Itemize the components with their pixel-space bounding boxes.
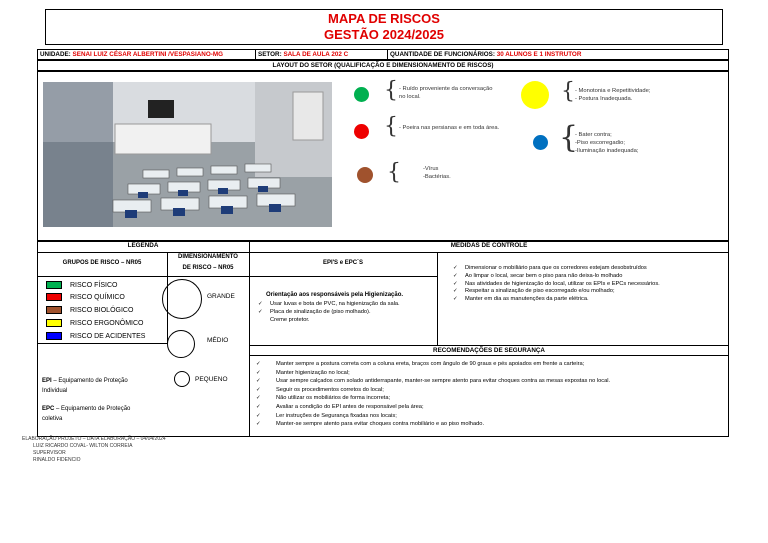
- risk-text-5: - Bater contra; -Piso escorregadio; -Iluminação inadequada;: [575, 132, 639, 154]
- layout-title: LAYOUT DO SETOR (QUALIFICAÇÃO E DIMENSIONAMENTO DE RISCOS): [37, 60, 729, 71]
- func-cell: [388, 50, 730, 59]
- safety-title: RECOMENDAÇÕES DE SEGURANÇA: [433, 347, 545, 354]
- brace-icon: {: [559, 120, 579, 155]
- unidade-label: UNIDADE:: [40, 51, 71, 58]
- layout-section: [37, 71, 729, 241]
- page-subtitle: GESTÃO 2024/2025: [324, 27, 444, 42]
- circle-large: [162, 279, 202, 319]
- groups-head: GRUPOS DE RISCO – NR05: [62, 260, 142, 266]
- title-box: [45, 9, 723, 45]
- setor-value: SALA DE AULA 202 C: [283, 51, 349, 58]
- risk-text-4: - Monotonia e Repetitividade; - Postura Inadequada.: [575, 88, 651, 102]
- classroom-photo: [43, 82, 332, 227]
- func-value: 30 ALUNOS E 1 INSTRUTOR: [496, 51, 582, 58]
- size-medium-label: MÉDIO: [207, 337, 229, 344]
- brace-icon: {: [561, 79, 575, 104]
- brace-icon: {: [384, 78, 398, 103]
- risk-dot-green: [354, 87, 369, 102]
- measures-list: ✓ Dimensionar o mobiliário para que os corredores estejam desobstruídos ✓ Ao limpar o local, secar bem o piso para não deixa-lo molhado ✓ Nas atividades de higienização do local, utilizar os EPIs e EPCs necessários. ✓ Respeitar a sinalização de piso escorregado e/ou molhado; ✓ Manter em dia as manutenções da parte elétrica.: [453, 265, 660, 303]
- epi-definition: EPI – Equipamento de Proteção Individual: [42, 378, 128, 394]
- divider: [437, 252, 438, 345]
- func-label: QUANTIDADE DE FUNCIONÁRIOS:: [390, 51, 495, 58]
- setor-cell: [256, 50, 388, 59]
- brace-icon: {: [384, 114, 398, 139]
- footer-line-4: RINALDO FIDENCIO: [33, 457, 81, 463]
- unidade-cell: [38, 50, 256, 59]
- footer-line-1: ELABORAÇÃO PROJETO – DATA ELABORAÇÃO – 04/04/2024: [22, 436, 166, 442]
- legend-item-fisico: RISCO FÍSICO: [46, 281, 117, 290]
- epi-intro: Orientação aos responsáveis pela Higienização.: [266, 292, 404, 298]
- size-small-label: PEQUENO: [195, 376, 228, 383]
- risk-text-1: - Ruído proveniente da conversação no local.: [399, 86, 493, 100]
- info-row: [37, 49, 729, 60]
- divider: [37, 343, 168, 344]
- risk-dot-red: [354, 124, 369, 139]
- epc-definition: EPC – Equipamento de Proteção coletiva: [42, 406, 131, 422]
- footer-line-2: LUIZ RICARDO COVAL- WILTON CORREIA: [33, 443, 133, 449]
- legend-item-ergonomico: RISCO ERGONÔMICO: [46, 319, 144, 328]
- legend-item-quimico: RISCO QUÍMICO: [46, 293, 125, 302]
- circle-small: [174, 371, 190, 387]
- classroom-photo-illustration: [43, 82, 332, 227]
- size-large-label: GRANDE: [207, 293, 235, 300]
- epi-list: ✓ Usar luvas e bota de PVC, na higienização da sala. ✓ Placa de sinalização de (piso molhado). Creme protetor.: [258, 301, 400, 323]
- divider: [37, 276, 437, 277]
- divider: [249, 241, 250, 437]
- epi-head: EPI'S e EPC´S: [322, 260, 364, 266]
- dim-head: DIMENSIONAMENTO DE RISCO – NR05: [178, 254, 238, 271]
- legend-item-acidentes: RISCO DE ACIDENTES: [46, 332, 145, 341]
- brace-icon: {: [387, 160, 401, 185]
- unidade-value: SENAI LUIZ CÉSAR ALBERTINI /VESPASIANO-MG: [72, 51, 223, 58]
- legend-title: LEGENDA: [127, 242, 159, 249]
- setor-label: SETOR:: [258, 51, 282, 58]
- legend-item-biologico: RISCO BIOLÓGICO: [46, 306, 133, 315]
- risk-text-2: - Poeira nas persianas e em toda área.: [399, 125, 500, 131]
- controls-title: MEDIDAS DE CONTROLE: [450, 242, 528, 249]
- footer-line-3: SUPERVISOR: [33, 450, 66, 456]
- risk-dot-yellow: [521, 81, 549, 109]
- risk-text-3: -Vírus -Bactérias.: [423, 166, 451, 180]
- risk-dot-blue: [533, 135, 548, 150]
- divider: [37, 252, 729, 253]
- safety-list: ✓ Manter sempre a postura correta com a coluna ereta, braços com ângulo de 90 graus e pés apoiados em frente a carteira; ✓ Manter higienização no local; ✓ Usar sempre calçados com solado antiderrapante, manter-se sempre atento para evitar choques contra as mesas expostas no local. ✓ Seguir os procedimentos corretos do local; ✓ Não utilizar os mobiliários de forma incorreta; ✓ Avaliar a condição do EPI antes de responsável pela área; ✓ Ler instruções de Segurança fixadas nos locais; ✓ Manter-se sempre atento para evitar choques contra mobiliário e ao piso molhado.: [256, 361, 611, 428]
- risk-dot-brown: [357, 167, 373, 183]
- circle-medium: [167, 330, 195, 358]
- page-title: MAPA DE RISCOS: [328, 11, 440, 26]
